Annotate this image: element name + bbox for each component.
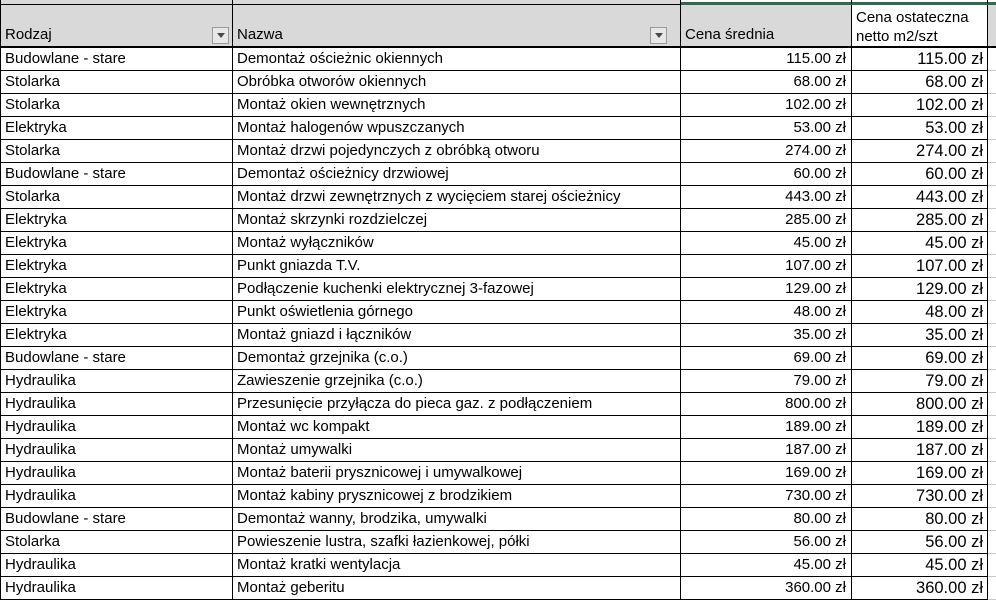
gridline-spacer [988, 48, 996, 71]
cell-nazwa[interactable]: Punkt oświetlenia górnego [233, 301, 681, 324]
cell-nazwa[interactable]: Demontaż ościeżnicy drzwiowej [233, 163, 681, 186]
table-row [0, 255, 996, 278]
cell-nazwa[interactable]: Obróbka otworów okiennych [233, 71, 681, 94]
filter-dropdown-nazwa[interactable] [650, 27, 667, 44]
cell-cena-srednia[interactable]: 360.00 zł [681, 577, 852, 600]
cell-cena-ostateczna[interactable]: 169.00 zł [852, 462, 988, 485]
cell-cena-ostateczna[interactable]: 79.00 zł [852, 370, 988, 393]
gridline-spacer [988, 232, 996, 255]
gridline-spacer [988, 117, 996, 140]
table-row [0, 301, 996, 324]
column-header-rodzaj[interactable] [0, 5, 233, 48]
cell-cena-srednia[interactable]: 56.00 zł [681, 531, 852, 554]
cell-rodzaj[interactable]: Stolarka [0, 94, 233, 117]
column-header-cena-srednia[interactable] [681, 5, 852, 48]
cell-cena-srednia[interactable]: 68.00 zł [681, 71, 852, 94]
table-row [0, 140, 996, 163]
table-row [0, 393, 996, 416]
cell-cena-ostateczna[interactable]: 80.00 zł [852, 508, 988, 531]
cell-nazwa[interactable]: Montaż halogenów wpuszczanych [233, 117, 681, 140]
cell-cena-srednia[interactable]: 35.00 zł [681, 324, 852, 347]
cell-rodzaj[interactable]: Stolarka [0, 71, 233, 94]
cell-cena-ostateczna[interactable]: 45.00 zł [852, 554, 988, 577]
cell-cena-srednia[interactable]: 79.00 zł [681, 370, 852, 393]
cell-rodzaj[interactable]: Stolarka [0, 186, 233, 209]
cell-cena-srednia[interactable]: 187.00 zł [681, 439, 852, 462]
table-row [0, 186, 996, 209]
header-spacer [988, 5, 996, 48]
cell-nazwa[interactable]: Montaż skrzynki rozdzielczej [233, 209, 681, 232]
table-row [0, 462, 996, 485]
gridline-spacer [988, 462, 996, 485]
gridline-spacer [988, 393, 996, 416]
gridline-spacer [988, 531, 996, 554]
table-row [0, 416, 996, 439]
column-header-label: Rodzaj [5, 26, 52, 43]
cell-nazwa[interactable]: Punkt gniazda T.V. [233, 255, 681, 278]
column-header-nazwa[interactable] [233, 5, 681, 48]
cell-nazwa[interactable]: Montaż kratki wentylacja [233, 554, 681, 577]
cell-cena-srednia[interactable]: 48.00 zł [681, 301, 852, 324]
cell-cena-srednia[interactable]: 45.00 zł [681, 232, 852, 255]
cell-nazwa[interactable]: Zawieszenie grzejnika (c.o.) [233, 370, 681, 393]
cell-rodzaj[interactable]: Budowlane - stare [0, 347, 233, 370]
cell-cena-ostateczna[interactable]: 56.00 zł [852, 531, 988, 554]
table-row [0, 508, 996, 531]
table-row [0, 94, 996, 117]
cell-rodzaj[interactable]: Elektryka [0, 255, 233, 278]
cell-nazwa[interactable]: Montaż gniazd i łączników [233, 324, 681, 347]
table-body [0, 48, 996, 600]
cell-cena-srednia[interactable]: 107.00 zł [681, 255, 852, 278]
cell-rodzaj[interactable]: Elektryka [0, 117, 233, 140]
cell-rodzaj[interactable]: Elektryka [0, 324, 233, 347]
cell-rodzaj[interactable]: Hydraulika [0, 439, 233, 462]
cell-nazwa[interactable]: Demontaż wanny, brodzika, umywalki [233, 508, 681, 531]
gridline-spacer [988, 577, 996, 600]
table-row [0, 485, 996, 508]
gridline-spacer [988, 324, 996, 347]
cell-nazwa[interactable]: Montaż geberitu [233, 577, 681, 600]
cell-nazwa[interactable]: Podłączenie kuchenki elektrycznej 3-fazowej [233, 278, 681, 301]
table-row [0, 71, 996, 94]
gridline-spacer [988, 140, 996, 163]
cell-cena-srednia[interactable]: 274.00 zł [681, 140, 852, 163]
filter-dropdown-rodzaj[interactable] [212, 27, 229, 44]
column-header-label: Nazwa [237, 26, 283, 43]
cell-rodzaj[interactable]: Hydraulika [0, 370, 233, 393]
cell-cena-ostateczna[interactable]: 274.00 zł [852, 140, 988, 163]
table-row [0, 209, 996, 232]
table-row [0, 48, 996, 71]
gridline-spacer [988, 94, 996, 117]
cell-cena-ostateczna[interactable]: 45.00 zł [852, 232, 988, 255]
cell-cena-srednia[interactable]: 53.00 zł [681, 117, 852, 140]
column-header-label: Cena średnia [685, 26, 775, 43]
cell-nazwa[interactable]: Demontaż grzejnika (c.o.) [233, 347, 681, 370]
cell-rodzaj[interactable]: Stolarka [0, 531, 233, 554]
cell-cena-ostateczna[interactable]: 800.00 zł [852, 393, 988, 416]
cell-nazwa[interactable]: Montaż drzwi pojedynczych z obróbką otworu [233, 140, 681, 163]
cell-rodzaj[interactable]: Budowlane - stare [0, 163, 233, 186]
column-header-label: Cena ostateczna netto m2/szt [856, 9, 969, 45]
table-row [0, 531, 996, 554]
cell-rodzaj[interactable]: Elektryka [0, 278, 233, 301]
column-header-cena-ostateczna[interactable] [852, 5, 988, 48]
cell-cena-ostateczna[interactable]: 187.00 zł [852, 439, 988, 462]
cell-rodzaj[interactable]: Elektryka [0, 301, 233, 324]
table-row [0, 117, 996, 140]
cell-cena-srednia[interactable]: 129.00 zł [681, 278, 852, 301]
cell-rodzaj[interactable]: Hydraulika [0, 554, 233, 577]
cell-cena-srednia[interactable]: 169.00 zł [681, 462, 852, 485]
cell-cena-ostateczna[interactable]: 129.00 zł [852, 278, 988, 301]
cell-cena-srednia[interactable]: 115.00 zł [681, 48, 852, 71]
cell-cena-srednia[interactable]: 443.00 zł [681, 186, 852, 209]
table-row [0, 370, 996, 393]
cell-nazwa[interactable]: Montaż baterii prysznicowej i umywalkowej [233, 462, 681, 485]
table-row [0, 163, 996, 186]
cell-cena-ostateczna[interactable]: 360.00 zł [852, 577, 988, 600]
cell-cena-srednia[interactable]: 45.00 zł [681, 554, 852, 577]
cell-rodzaj[interactable]: Hydraulika [0, 416, 233, 439]
cell-rodzaj[interactable]: Budowlane - stare [0, 48, 233, 71]
gridline-spacer [988, 508, 996, 531]
cell-cena-srednia[interactable]: 60.00 zł [681, 163, 852, 186]
cell-nazwa[interactable]: Montaż drzwi zewnętrznych z wycięciem starej ościeżnicy [233, 186, 681, 209]
cell-cena-srednia[interactable]: 800.00 zł [681, 393, 852, 416]
cell-rodzaj[interactable]: Hydraulika [0, 485, 233, 508]
cell-cena-ostateczna[interactable]: 102.00 zł [852, 94, 988, 117]
gridline-spacer [988, 186, 996, 209]
cell-cena-ostateczna[interactable]: 443.00 zł [852, 186, 988, 209]
gridline-spacer [988, 71, 996, 94]
cell-rodzaj[interactable]: Budowlane - stare [0, 508, 233, 531]
gridline-spacer [988, 347, 996, 370]
cell-nazwa[interactable]: Montaż wc kompakt [233, 416, 681, 439]
gridline-spacer [988, 370, 996, 393]
cell-cena-ostateczna[interactable]: 60.00 zł [852, 163, 988, 186]
cell-nazwa[interactable]: Przesunięcie przyłącza do pieca gaz. z podłączeniem [233, 393, 681, 416]
cell-cena-ostateczna[interactable]: 48.00 zł [852, 301, 988, 324]
gridline-spacer [988, 416, 996, 439]
cell-nazwa[interactable]: Montaż wyłączników [233, 232, 681, 255]
gridline-spacer [988, 278, 996, 301]
cell-cena-srednia[interactable]: 69.00 zł [681, 347, 852, 370]
cell-cena-srednia[interactable]: 189.00 zł [681, 416, 852, 439]
table-row [0, 278, 996, 301]
cell-cena-ostateczna[interactable]: 115.00 zł [852, 48, 988, 71]
cell-nazwa[interactable]: Demontaż ościeżnic okiennych [233, 48, 681, 71]
table-row [0, 554, 996, 577]
cell-rodzaj[interactable]: Elektryka [0, 232, 233, 255]
cell-cena-srednia[interactable]: 730.00 zł [681, 485, 852, 508]
table-row [0, 439, 996, 462]
table-row [0, 347, 996, 370]
gridline-spacer [988, 209, 996, 232]
cell-rodzaj[interactable]: Stolarka [0, 140, 233, 163]
cell-cena-ostateczna[interactable]: 35.00 zł [852, 324, 988, 347]
gridline-spacer [988, 255, 996, 278]
table-row [0, 232, 996, 255]
cell-nazwa[interactable]: Montaż okien wewnętrznych [233, 94, 681, 117]
cell-nazwa[interactable]: Powieszenie lustra, szafki łazienkowej, półki [233, 531, 681, 554]
table-header-row [0, 5, 996, 48]
cell-nazwa[interactable]: Montaż umywalki [233, 439, 681, 462]
chevron-down-icon [217, 33, 225, 38]
cell-cena-srednia[interactable]: 285.00 zł [681, 209, 852, 232]
gridline-spacer [988, 439, 996, 462]
cell-cena-srednia[interactable]: 80.00 zł [681, 508, 852, 531]
cell-cena-ostateczna[interactable]: 69.00 zł [852, 347, 988, 370]
gridline-spacer [988, 301, 996, 324]
cell-cena-ostateczna[interactable]: 53.00 zł [852, 117, 988, 140]
cell-cena-ostateczna[interactable]: 68.00 zł [852, 71, 988, 94]
table-row [0, 324, 996, 347]
gridline-spacer [988, 554, 996, 577]
cell-cena-ostateczna[interactable]: 107.00 zł [852, 255, 988, 278]
table-row [0, 577, 996, 600]
cell-rodzaj[interactable]: Hydraulika [0, 393, 233, 416]
cell-rodzaj[interactable]: Hydraulika [0, 577, 233, 600]
gridline-spacer [988, 485, 996, 508]
cell-rodzaj[interactable]: Hydraulika [0, 462, 233, 485]
cell-cena-ostateczna[interactable]: 189.00 zł [852, 416, 988, 439]
chevron-down-icon [655, 33, 663, 38]
cell-rodzaj[interactable]: Elektryka [0, 209, 233, 232]
cell-cena-ostateczna[interactable]: 285.00 zł [852, 209, 988, 232]
cell-nazwa[interactable]: Montaż kabiny prysznicowej z brodzikiem [233, 485, 681, 508]
gridline-spacer [988, 163, 996, 186]
cell-cena-srednia[interactable]: 102.00 zł [681, 94, 852, 117]
cell-cena-ostateczna[interactable]: 730.00 zł [852, 485, 988, 508]
